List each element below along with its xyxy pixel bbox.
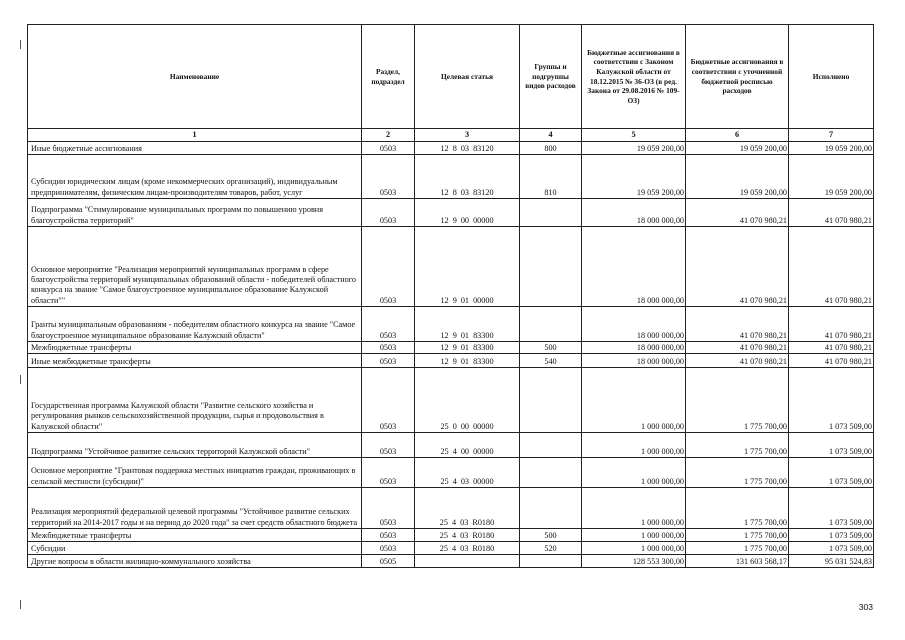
column-number: 3 [415,129,520,142]
row-executed-amount: 1 073 509,00 [789,488,874,529]
row-law-amount: 19 059 200,00 [582,155,686,199]
row-section: 0503 [362,433,415,458]
row-refined-amount: 1 775 700,00 [686,433,789,458]
row-name: Иные бюджетные ассигнования [28,142,362,155]
row-executed-amount: 95 031 524,83 [789,555,874,568]
row-article: 25 4 03 R0180 [415,542,520,555]
row-group [520,307,582,342]
table-row [28,488,874,529]
header-name: Наименование [28,25,362,129]
header-law: Бюджетные ассигнования в соответствии с Законом Калужской области от 18.12.2015 № 36-ОЗ (в ред. Закона от 29.08.2016 № 109-ОЗ) [582,25,686,129]
row-refined-amount: 1 775 700,00 [686,368,789,433]
table-row [28,433,874,458]
table-row [28,542,874,555]
page-number: 303 [858,602,873,612]
row-group [520,458,582,488]
row-executed-amount: 1 073 509,00 [789,529,874,542]
row-law-amount: 1 000 000,00 [582,368,686,433]
row-name: Межбюджетные трансферты [28,342,362,354]
row-section: 0503 [362,342,415,354]
table-row [28,307,874,342]
header-section: Раздел, подраздел [362,25,415,129]
row-refined-amount: 1 775 700,00 [686,488,789,529]
row-article: 25 4 03 00000 [415,458,520,488]
row-group [520,199,582,227]
row-article: 12 8 03 83120 [415,142,520,155]
header-executed: Исполнено [789,25,874,129]
row-law-amount: 19 059 200,00 [582,142,686,155]
row-law-amount: 128 553 300,00 [582,555,686,568]
row-executed-amount: 41 070 980,21 [789,354,874,368]
row-executed-amount: 1 073 509,00 [789,542,874,555]
row-executed-amount: 19 059 200,00 [789,142,874,155]
row-article: 12 9 01 00000 [415,227,520,307]
row-refined-amount: 41 070 980,21 [686,342,789,354]
row-section: 0503 [362,542,415,555]
row-article: 12 9 01 83300 [415,354,520,368]
table-row [28,155,874,199]
row-group [520,227,582,307]
table-row [28,458,874,488]
row-article: 25 4 03 R0180 [415,529,520,542]
row-law-amount: 1 000 000,00 [582,433,686,458]
row-executed-amount: 41 070 980,21 [789,199,874,227]
table-body [28,142,874,568]
table-row [28,354,874,368]
row-name: Другие вопросы в области жилищно-коммунального хозяйства [28,555,362,568]
row-name: Субсидии юридическим лицам (кроме некоммерческих организаций), индивидуальным предпринимателям, физическим лицам-производителям товаров, работ, услуг [28,155,362,199]
row-executed-amount: 19 059 200,00 [789,155,874,199]
row-section: 0503 [362,155,415,199]
row-refined-amount: 41 070 980,21 [686,199,789,227]
row-executed-amount: 41 070 980,21 [789,342,874,354]
row-law-amount: 18 000 000,00 [582,199,686,227]
row-article [415,555,520,568]
row-refined-amount: 1 775 700,00 [686,458,789,488]
row-name: Реализация мероприятий федеральной целевой программы "Устойчивое развитие сельских территорий на 2014-2017 годы и на период до 2020 года" за счет средств областного бюджета [28,488,362,529]
row-refined-amount: 1 775 700,00 [686,542,789,555]
table-row [28,368,874,433]
row-group: 800 [520,142,582,155]
row-refined-amount: 1 775 700,00 [686,529,789,542]
row-refined-amount: 19 059 200,00 [686,142,789,155]
column-number: 4 [520,129,582,142]
row-refined-amount: 19 059 200,00 [686,155,789,199]
row-law-amount: 18 000 000,00 [582,342,686,354]
row-section: 0503 [362,307,415,342]
row-name: Межбюджетные трансферты [28,529,362,542]
table-row [28,227,874,307]
row-section: 0503 [362,199,415,227]
row-name: Гранты муниципальным образованиям - победителям областного конкурса на звание "Самое благоустроенное муниципальное образование Калужской области" [28,307,362,342]
row-name: Подпрограмма "Стимулирование муниципальных программ по повышению уровня благоустройства территорий" [28,199,362,227]
column-number: 1 [28,129,362,142]
row-article: 25 4 00 00000 [415,433,520,458]
header-article: Целевая статья [415,25,520,129]
row-executed-amount: 1 073 509,00 [789,368,874,433]
row-article: 25 0 00 00000 [415,368,520,433]
row-name: Подпрограмма "Устойчивое развитие сельских территорий Калужской области" [28,433,362,458]
row-group [520,488,582,529]
table-row [28,342,874,354]
row-name: Субсидии [28,542,362,555]
row-executed-amount: 41 070 980,21 [789,227,874,307]
row-group [520,433,582,458]
row-article: 12 9 01 83300 [415,307,520,342]
row-group: 520 [520,542,582,555]
row-name: Иные межбюджетные трансферты [28,354,362,368]
row-law-amount: 1 000 000,00 [582,458,686,488]
row-group: 810 [520,155,582,199]
row-group: 500 [520,529,582,542]
row-law-amount: 1 000 000,00 [582,529,686,542]
row-article: 12 9 00 00000 [415,199,520,227]
budget-table [27,24,874,568]
row-section: 0503 [362,368,415,433]
column-number: 6 [686,129,789,142]
binding-mark-top [20,40,21,49]
row-article: 12 9 01 83300 [415,342,520,354]
binding-mark-middle [20,375,21,384]
row-section: 0503 [362,488,415,529]
header-group: Группы и подгруппы видов расходов [520,25,582,129]
row-article: 25 4 03 R0180 [415,488,520,529]
row-section: 0503 [362,529,415,542]
column-number: 7 [789,129,874,142]
row-section: 0503 [362,227,415,307]
table-row [28,555,874,568]
column-number: 2 [362,129,415,142]
row-group: 500 [520,342,582,354]
row-refined-amount: 131 603 568,17 [686,555,789,568]
row-law-amount: 18 000 000,00 [582,227,686,307]
row-executed-amount: 1 073 509,00 [789,433,874,458]
column-number: 5 [582,129,686,142]
row-law-amount: 18 000 000,00 [582,354,686,368]
row-section: 0503 [362,142,415,155]
row-executed-amount: 41 070 980,21 [789,307,874,342]
row-refined-amount: 41 070 980,21 [686,307,789,342]
row-section: 0505 [362,555,415,568]
binding-mark-bottom [20,600,21,609]
row-group: 540 [520,354,582,368]
row-section: 0503 [362,458,415,488]
column-number-row [28,129,874,142]
row-law-amount: 1 000 000,00 [582,488,686,529]
row-executed-amount: 1 073 509,00 [789,458,874,488]
table-row [28,142,874,155]
row-group [520,368,582,433]
row-group [520,555,582,568]
row-law-amount: 18 000 000,00 [582,307,686,342]
row-name: Основное мероприятие "Грантовая поддержка местных инициатив граждан, проживающих в сельской местности (субсидии)" [28,458,362,488]
table-row [28,529,874,542]
table-header-row [28,25,874,129]
row-law-amount: 1 000 000,00 [582,542,686,555]
row-name: Основное мероприятие "Реализация мероприятий муниципальных программ в сфере благоустройства территорий муниципальных образований области - победителей областного конкурса на звание "Самое благоустроенное муниципальное образование Калужской области"" [28,227,362,307]
row-section: 0503 [362,354,415,368]
row-refined-amount: 41 070 980,21 [686,227,789,307]
row-article: 12 8 03 83120 [415,155,520,199]
table-row [28,199,874,227]
header-refined: Бюджетные ассигнования в соответствии с уточненной бюджетной росписью расходов [686,25,789,129]
row-name: Государственная программа Калужской области "Развитие сельского хозяйства и регулирования рынков сельскохозяйственной продукции, сырья и продовольствия в Калужской области" [28,368,362,433]
row-refined-amount: 41 070 980,21 [686,354,789,368]
